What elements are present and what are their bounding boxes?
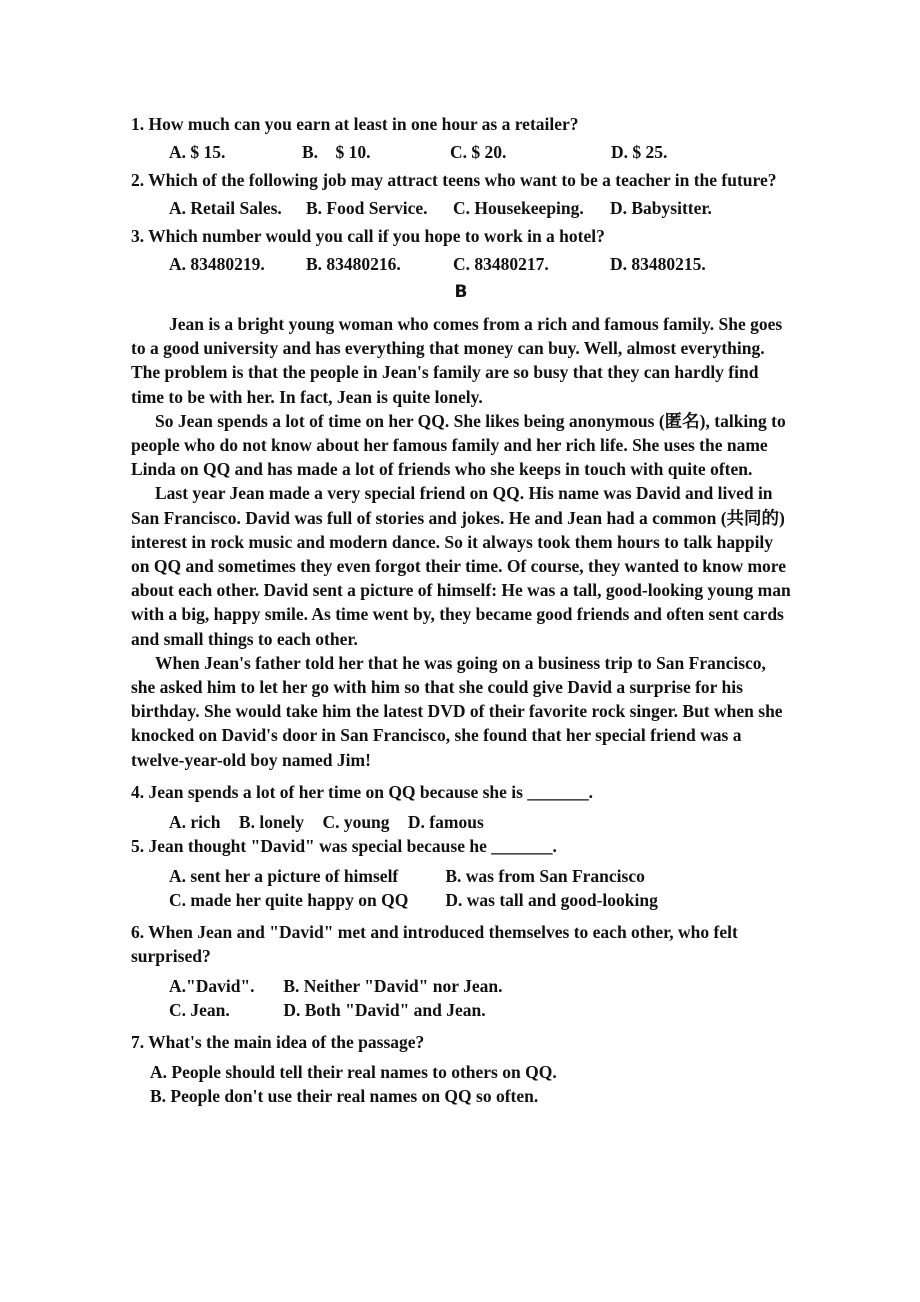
option-d: D. was tall and good-looking [445, 889, 658, 910]
passage-paragraph: Jean is a bright young woman who comes from a rich and famous family. She goes to a good university and has everything that money can buy. Well, almost everything. The problem is that the people in Jean's family are so busy that they can hardly find time to be with her. In fact, Jean is quite lonely. [131, 314, 783, 407]
option-b: B. Food Service. [306, 198, 428, 218]
option-d: D. Both "David" and Jean. [283, 999, 486, 1020]
option-c: C. Jean. [169, 999, 230, 1020]
option-a: A. 83480219. [169, 254, 265, 274]
passage-paragraph: Last year Jean made a very special friend on QQ. His name was David and lived in San Francisco. David was full of stories and jokes. He and Jean had a common (共同的) interest in rock music and modern dance. So it always took them hours to talk happily on QQ and sometimes they even forgot their time. Of course, they wanted to know more about each other. David sent a picture of himself: He was a tall, good-looking young man with a big, happy smile. As time went by, they became good friends and often sent cards and small things to each other. [131, 483, 791, 649]
question-3-options [169, 252, 791, 276]
question-5-options-row-2 [169, 888, 791, 912]
worksheet-page [131, 112, 791, 1108]
option-c: C. $ 20. [450, 142, 507, 162]
question-2-options [169, 196, 791, 220]
question-6-options-row-1 [169, 974, 791, 998]
passage-paragraph: When Jean's father told her that he was going on a business trip to San Francisco, she asked him to let her go with him so that she could give David a surprise for his birthday. She would take him the latest DVD of their favorite rock singer. But when she knocked on David's door in San Francisco, she found that her special friend was a twelve-year-old boy named Jim! [131, 652, 783, 770]
question-1-stem: 1. How much can you earn at least in one hour as a retailer? [131, 114, 579, 134]
option-b: B. was from San Francisco [445, 865, 645, 886]
question-7-stem: 7. What's the main idea of the passage? [131, 1031, 425, 1052]
option-b: B. 83480216. [306, 254, 401, 274]
option-d: D. 83480215. [610, 254, 706, 274]
option-c: C. Housekeeping. [453, 198, 584, 218]
option-b: B. lonely [238, 811, 305, 832]
option-a: A."David". [169, 975, 255, 996]
option-a: A. Retail Sales. [169, 198, 282, 218]
option-a: A. sent her a picture of himself [169, 865, 399, 886]
question-7-option-a: A. People should tell their real names to others on QQ. [150, 1061, 557, 1082]
passage-paragraph: So Jean spends a lot of time on her QQ. She likes being anonymous (匿名), talking to people who do not know about her famous family and her rich life. She uses the name Linda on QQ and has made a lot of friends who she keeps in touch with quite often. [131, 410, 786, 480]
option-c: C. young [322, 811, 390, 832]
option-a: A. $ 15. [169, 142, 226, 162]
question-6-options-row-2 [169, 998, 791, 1022]
question-3-stem: 3. Which number would you call if you hope to work in a hotel? [131, 226, 605, 246]
question-7-option-b: B. People don't use their real names on QQ so often. [150, 1085, 539, 1106]
question-5-options-row-1 [169, 864, 791, 888]
option-b: B. Neither "David" nor Jean. [283, 975, 503, 996]
option-c: C. 83480217. [453, 254, 549, 274]
reading-passage [131, 312, 791, 772]
option-d: D. famous [407, 811, 484, 832]
question-6-stem: 6. When Jean and "David" met and introduced themselves to each other, who felt surprised? [131, 921, 738, 966]
question-2-stem: 2. Which of the following job may attract teens who want to be a teacher in the future? [131, 170, 777, 190]
question-1-options [169, 140, 791, 164]
question-4-options [169, 810, 791, 834]
option-b: B. $ 10. [302, 142, 371, 162]
question-5-stem: 5. Jean thought "David" was special because he _______. [131, 835, 557, 856]
option-d: D. Babysitter. [610, 198, 712, 218]
option-a: A. rich [169, 811, 221, 832]
option-d: D. $ 25. [611, 142, 668, 162]
question-4-stem: 4. Jean spends a lot of her time on QQ because she is _______. [131, 781, 593, 802]
section-heading: B [454, 282, 468, 302]
option-c: C. made her quite happy on QQ [169, 889, 409, 910]
